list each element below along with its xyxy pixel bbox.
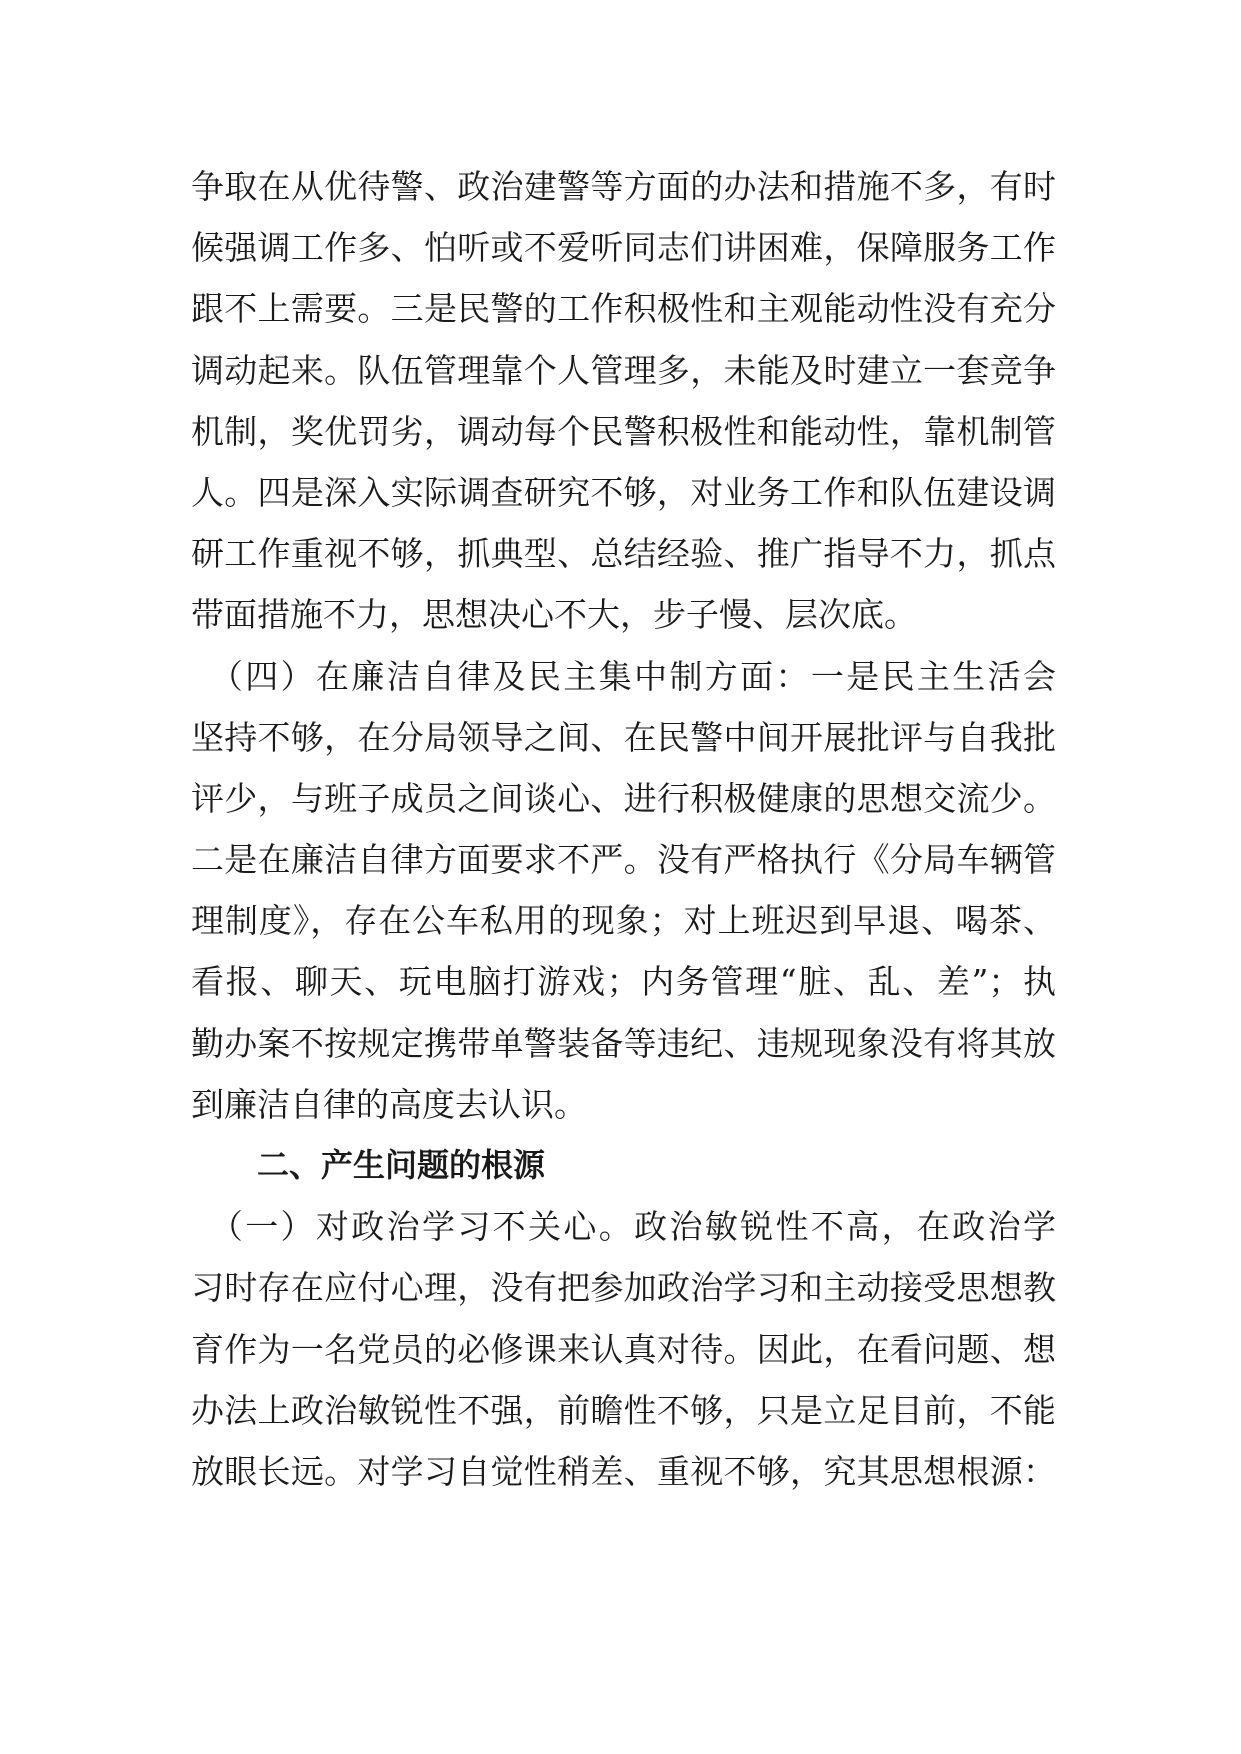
text-line: （一）对政治学习不关心。政治敏锐性不高，在政治学 xyxy=(191,1207,1056,1247)
section-heading: 二、产生问题的根源 xyxy=(257,1146,546,1184)
text-line: 带面措施不力，思想决心不大，步子慢、层次底。 xyxy=(191,595,917,635)
text-line: 办法上政治敏锐性不强，前瞻性不够，只是立足目前，不能 xyxy=(191,1390,1056,1430)
text-line: 争取在从优待警、政治建警等方面的办法和措施不多，有时 xyxy=(191,167,1056,206)
text-line: 理制度》，存在公车私用的现象；对上班迟到早退、喝茶、 xyxy=(191,901,1056,941)
text-line: 跟不上需要。三是民警的工作积极性和主观能动性没有充分 xyxy=(191,289,1056,329)
text-line: 育作为一名党员的必修课来认真对待。因此，在看问题、想 xyxy=(191,1329,1056,1369)
text-line: 研工作重视不够，抓典型、总结经验、推广指导不力，抓点 xyxy=(191,534,1056,574)
text-line: 放眼长远。对学习自觉性稍差、重视不够，究其思想根源： xyxy=(191,1451,1056,1491)
text-line: 机制，奖优罚劣，调动每个民警积极性和能动性，靠机制管 xyxy=(191,411,1056,451)
text-line: 调动起来。队伍管理靠个人管理多，未能及时建立一套竞争 xyxy=(191,350,1056,390)
text-line: （四）在廉洁自律及民主集中制方面：一是民主生活会 xyxy=(191,656,1056,696)
text-line: 习时存在应付心理，没有把参加政治学习和主动接受思想教 xyxy=(191,1268,1056,1308)
text-line: 到廉洁自律的高度去认识。 xyxy=(191,1084,587,1124)
document-body xyxy=(191,156,1056,1502)
text-line: 评少，与班子成员之间谈心、进行积极健康的思想交流少。 xyxy=(191,778,1056,818)
text-line: 二是在廉洁自律方面要求不严。没有严格执行《分局车辆管 xyxy=(191,840,1056,880)
text-line: 坚持不够，在分局领导之间、在民警中间开展批评与自我批 xyxy=(191,717,1056,757)
text-line: 人。四是深入实际调查研究不够，对业务工作和队伍建设调 xyxy=(191,472,1056,512)
text-line: 看报、聊天、玩电脑打游戏；内务管理“脏、乱、差”；执 xyxy=(191,962,1056,1002)
text-line: 勤办案不按规定携带单警装备等违纪、违规现象没有将其放 xyxy=(191,1023,1056,1063)
text-line: 候强调工作多、怕听或不爱听同志们讲困难，保障服务工作 xyxy=(191,228,1056,268)
